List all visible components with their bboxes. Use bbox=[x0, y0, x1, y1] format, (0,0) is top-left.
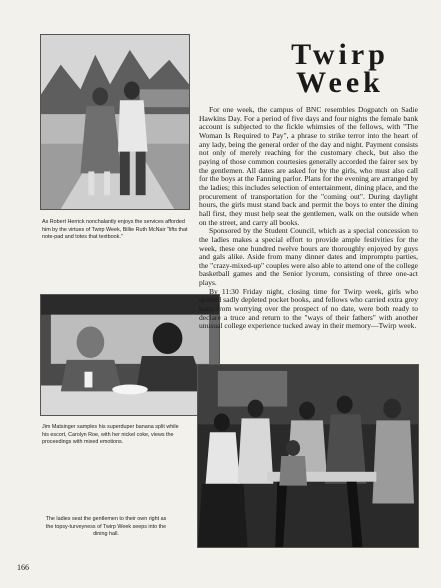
photo-dining-hall bbox=[197, 364, 419, 548]
photo-couple-walking-image bbox=[41, 35, 189, 209]
caption-photo-1: As Robert Herrick nonchalantly enjoys the services afforded him by the virtues of Twirp Week, Billie Ruth McNair "lifts that note-pad and totes that textbook." bbox=[42, 219, 188, 240]
article-paragraph: By 11:30 Friday night, closing time for Twirp week, girls who sported sadly depleted pocket books, and fellows who carried extra grey hairs from worrying over the prospect of no date, were both ready to declare a truce and return to the "ways of their fathers" with another unusual college experience tucked away in their memory—Twirp week. bbox=[199, 286, 418, 331]
photo-dining-hall-image bbox=[198, 365, 418, 547]
caption-photo-2: Jim Matsinger samples his superduper banana split while his escort, Carolyn Roe, with her nickel coke, views the proceedings with mixed emotions. bbox=[42, 424, 179, 445]
photo-banana-split-image bbox=[41, 295, 219, 415]
photo-banana-split bbox=[40, 294, 220, 416]
caption-photo-3: The ladies seat the gentlemen to their own right as the topsy-turveyness of Twirp Week seeps into the dining hall. bbox=[45, 516, 167, 537]
page-title-line-2: Week bbox=[296, 66, 384, 99]
article-paragraph: Sponsored by the Student Council, which as a special concession to the ladies makes a special effort to provide ample festivities for the week, these one hundred twelve hours are thoroughly enjoyed by guys and gals alike. Aside from many dinner dates and impromptu parties, the "crazy-mixed-up" couples were also able to attend one of the college basketball games and the Senior lyceum, consisting of three one-act plays. bbox=[199, 226, 418, 288]
article-paragraph: For one week, the campus of BNC resembles Dogpatch on Sadie Hawkins Day. For a period of five days and four nights the female bank account is subjected to the fickle whimsies of the fellows, with "The Woman Is Required to Pay", a phrase to strike terror into the heart of any lady, being the general order of the day and night. Payment consists not only of merely reaching for the customary check, but also the paying of those common courtesies generally accorded the fairer sex by the gentlemen. All dates are asked for by the girls, who must also call for the boys at the Fanning parlor. Plans for the evening are arranged by the ladies; this includes selection of entertainment, dining place, and the procurement of transportation for the "coming out". During daylight hours, the girls must stand back and permit the boys to enter the dining hall first, they must help seat the gentlemen, walk on the outside when on the street, and carry all books. bbox=[199, 105, 418, 227]
photo-couple-walking bbox=[40, 34, 190, 210]
article-body bbox=[199, 106, 418, 331]
page-number: 166 bbox=[17, 563, 29, 572]
page-title-line-1: Twirp bbox=[291, 38, 389, 71]
